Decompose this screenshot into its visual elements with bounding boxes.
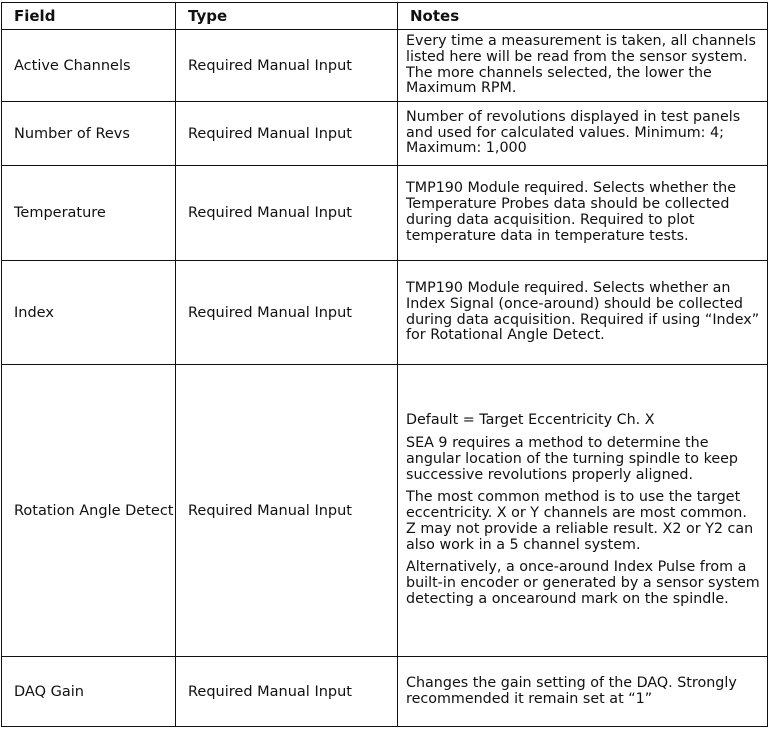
row-field: [2, 365, 176, 657]
notes-paragraph: TMP190 Module required. Selects whether the Temperature Probes data should be collected during data acquisition. Required to plot temperature data in temperature tests.: [406, 180, 737, 244]
header-row: [2, 3, 768, 30]
notes-paragraph: Every time a measurement is taken, all channels listed here will be read from the sensor system. The more channels selected, the lower the Maximum RPM.: [406, 32, 756, 97]
row-field: Number of Revs: [2, 102, 176, 166]
table-row: [2, 657, 768, 727]
row-type: Required Manual Input: [176, 102, 398, 166]
row-notes: [398, 365, 768, 657]
row-notes: [398, 102, 768, 166]
row-field: DAQ Gain: [2, 657, 176, 727]
notes-paragraph: The most common method is to use the target eccentricity. X or Y channels are most common. Z may not provide a reliable result. X2 or Y2 can also work in a 5 channel system.: [406, 489, 754, 553]
row-type: Required Manual Input: [176, 166, 398, 261]
row-type: Required Manual Input: [176, 657, 398, 727]
notes-paragraph: Default = Target Eccentricity Ch. X: [406, 412, 655, 429]
table-row: [2, 102, 768, 166]
notes-paragraph: SEA 9 requires a method to determine the angular location of the turning spindle to keep successive revolutions properly aligned.: [406, 434, 739, 483]
row-type: Required Manual Input: [176, 365, 398, 657]
table-row: [2, 365, 768, 657]
row-field-label: Rotation Angle Detect: [14, 502, 174, 519]
table-row: [2, 166, 768, 261]
header-type: Type: [176, 3, 398, 30]
row-notes: [398, 30, 768, 102]
row-field: Active Channels: [2, 30, 176, 102]
settings-table: [1, 2, 768, 727]
header-notes: Notes: [398, 3, 768, 30]
notes-paragraph: Changes the gain setting of the DAQ. Strongly recommended it remain set at “1”: [406, 674, 737, 707]
row-type: Required Manual Input: [176, 261, 398, 365]
table-row: [2, 261, 768, 365]
row-field: Temperature: [2, 166, 176, 261]
header-field: Field: [2, 3, 176, 30]
row-notes: [398, 166, 768, 261]
notes-paragraph: Number of revolutions displayed in test panels and used for calculated values. Minimum: 4; Maximum: 1,000: [406, 108, 741, 157]
row-type: Required Manual Input: [176, 30, 398, 102]
row-field: Index: [2, 261, 176, 365]
notes-paragraph: TMP190 Module required. Selects whether an Index Signal (once-around) should be collected during data acquisition. Required if using “Index” for Rotational Angle Detect.: [406, 279, 760, 344]
notes-paragraph: Alternatively, a once-around Index Pulse from a built-in encoder or generated by a sensor system detecting a oncearound mark on the spindle.: [406, 559, 760, 608]
row-notes: [398, 657, 768, 727]
row-notes: [398, 261, 768, 365]
table-row: [2, 30, 768, 102]
